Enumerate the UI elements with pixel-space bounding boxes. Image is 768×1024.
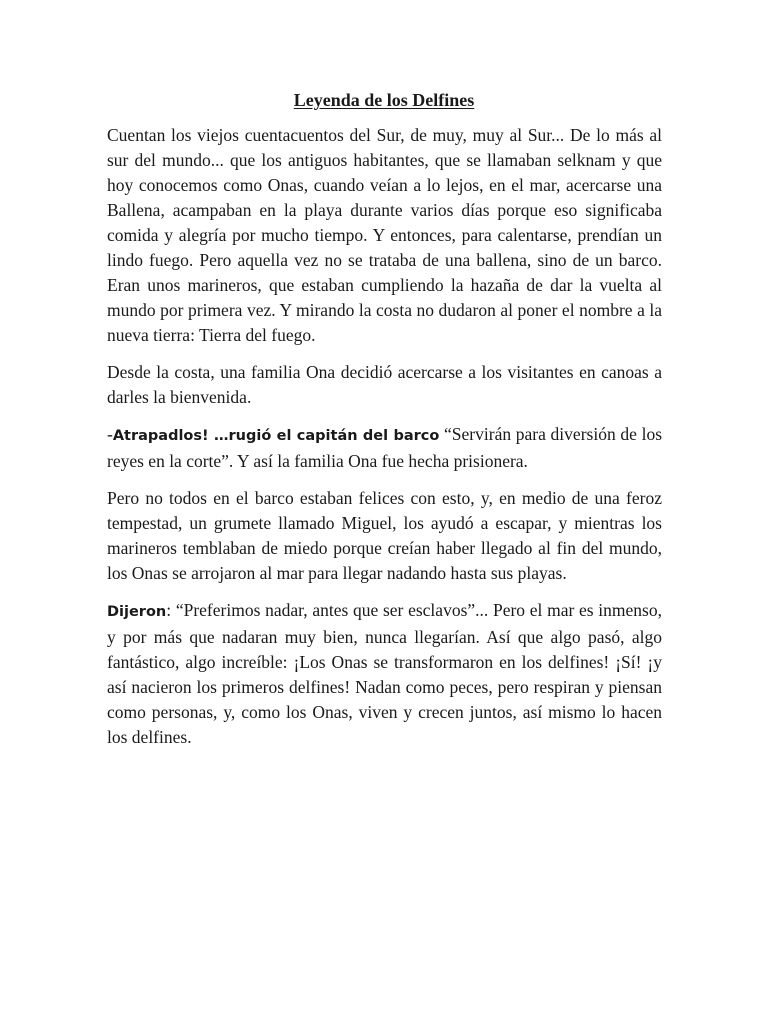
paragraph-5-bold-speaker: Dijeron bbox=[107, 604, 167, 620]
paragraph-3-dash: - bbox=[107, 424, 113, 444]
paragraph-3 bbox=[107, 422, 662, 474]
paragraph-1: Cuentan los viejos cuentacuentos del Sur, de muy, muy al Sur... De lo más al sur del mundo... que los antiguos habitantes, que se llamaban selknam y que hoy conocemos como Onas, cuando veían a lo lejos, en el mar, acercarse una Ballena, acampaban en la playa durante varios días porque eso significaba comida y alegría por mucho tiempo. Y entonces, para calentarse, prendían un lindo fuego. Pero aquella vez no se trataba de una ballena, sino de un barco. Eran unos marineros, que estaban cumpliendo la hazaña de dar la vuelta al mundo por primera vez. Y mirando la costa no dudaron al poner el nombre a la nueva tierra: Tierra del fuego. bbox=[107, 125, 662, 345]
document-title: Leyenda de los Delfines bbox=[293, 90, 475, 110]
paragraph-5 bbox=[107, 598, 662, 750]
paragraph-2: Desde la costa, una familia Ona decidió acercarse a los visitantes en canoas a darles la bienvenida. bbox=[107, 362, 662, 407]
paragraph-3-text: “Servirán para diversión de los reyes en la corte”. Y así la familia Ona fue hecha prisionera. bbox=[107, 424, 662, 471]
paragraph-3-bold-speech: Atrapadlos! …rugió el capitán del barco bbox=[112, 428, 440, 444]
paragraph-5-text: : “Preferimos nadar, antes que ser esclavos”... Pero el mar es inmenso, y por más que nadaran muy bien, nunca llegarían. Así que algo pasó, algo fantástico, algo increíble: ¡Los Onas se transformaron en los delfines! ¡Sí! ¡y así nacieron los primeros delfines! Nadan como peces, pero respiran y piensan como personas, y, como los Onas, viven y crecen juntos, así mismo lo hacen los delfines. bbox=[107, 600, 662, 747]
paragraph-4: Pero no todos en el barco estaban felices con esto, y, en medio de una feroz tempestad, un grumete llamado Miguel, los ayudó a escapar, y mientras los marineros temblaban de miedo porque creían haber llegado al fin del mundo, los Onas se arrojaron al mar para llegar nadando hasta sus playas. bbox=[107, 488, 662, 583]
document-body bbox=[107, 123, 662, 762]
